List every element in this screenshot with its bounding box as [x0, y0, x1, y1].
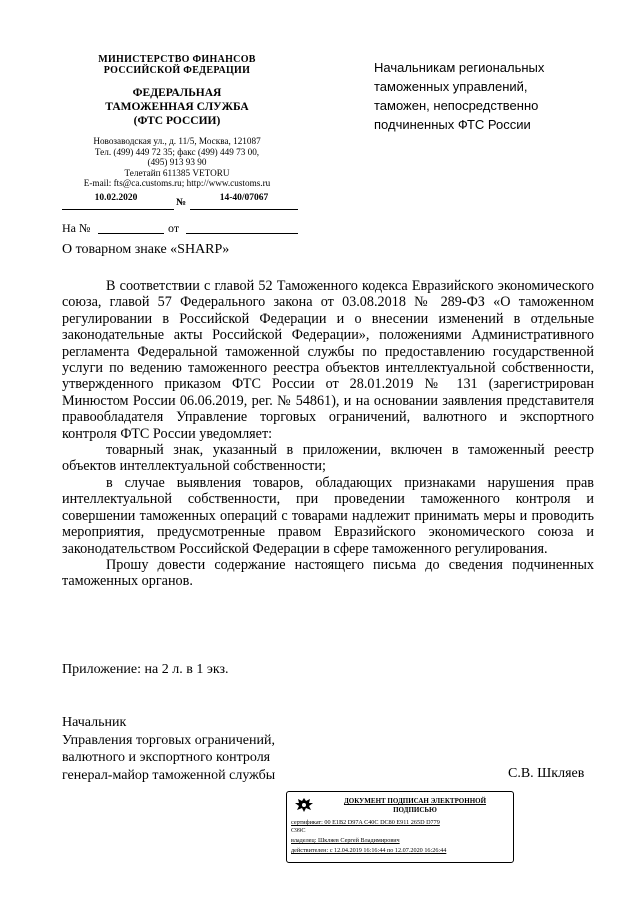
signatory-line: Начальник [62, 715, 127, 730]
e-signature-stamp [286, 791, 514, 863]
addressee-line: таможен, непосредственно [374, 98, 539, 113]
stamp-header [321, 797, 509, 814]
letter-body [62, 278, 594, 590]
signatory-title [62, 714, 275, 784]
letter-subject: О товарном знаке «SHARP» [62, 242, 230, 257]
body-paragraph: В соответствии с главой 52 Таможенного кодекса Евразийского экономического союза, главой 57 Федерального закона от 03.08.2018 № 289-ФЗ «О таможенном регулировании в Российской Федерации и о внесении изменений в отдельные законодательные акты Российской Федерации», положениями Административного регламента Федеральной таможенной службы по предоставлению государственной услуги по ведению таможенного реестра объектов интеллектуальной собственности, утвержденного приказом ФТС России от 28.01.2019 № 131 (зарегистрирован Минюстом России 06.06.2019, рег. № 54861), и на основании заявления представителя правообладателя Управление торговых ограничений, валютного и экспортного контроля ФТС России уведомляет: [62, 278, 594, 442]
stamp-certificate: сертификат: 00 E1B2 D97A C40C DC80 E911 265D D779 [291, 819, 440, 826]
agency-name-line1: ФЕДЕРАЛЬНАЯ [132, 87, 222, 99]
stamp-header-line: ДОКУМЕНТ ПОДПИСАН ЭЛЕКТРОННОЙ [343, 797, 487, 805]
registration-date: 10.02.2020 [94, 193, 138, 203]
stamp-validity: действителен: с 12.04.2019 16:16:44 по 12.07.2020 16:26:44 [291, 847, 447, 854]
number-underline [190, 209, 298, 210]
stamp-certificate-cont: C99C [291, 827, 306, 834]
reference-from-label: от [168, 221, 180, 235]
agency-phone: Тел. (499) 449 72 35; факс (499) 449 73 00, [94, 146, 260, 157]
reference-row [62, 221, 302, 239]
registration-row [62, 193, 298, 209]
reference-number-blank [98, 233, 164, 234]
attachment-note: Приложение: на 2 л. в 1 экз. [62, 662, 229, 677]
eagle-emblem-icon [293, 796, 315, 814]
reference-date-blank [186, 233, 298, 234]
addressee-line: Начальникам региональных [374, 60, 545, 75]
ministry-name: МИНИСТЕРСТВО ФИНАНСОВ РОССИЙСКОЙ ФЕДЕРАЦИИ [98, 54, 256, 76]
stamp-owner: владелец: Шкляев Сергей Владимирович [291, 837, 400, 844]
body-paragraph: Прошу довести содержание настоящего письма до сведения подчиненных таможенных органов. [62, 556, 594, 590]
signatory-line: генерал-майор таможенной службы [62, 767, 276, 783]
agency-teletype: Телетайп 611385 VETORU [124, 167, 230, 178]
agency-email: E-mail: fts@ca.customs.ru; http://www.customs.ru [83, 178, 271, 188]
addressee-line: подчиненных ФТС России [374, 117, 531, 132]
signatory-name: С.В. Шкляев [508, 766, 585, 781]
registration-number: 14-40/07067 [219, 193, 269, 203]
addressee-block [374, 58, 594, 134]
agency-name-line3: (ФТС РОССИИ) [133, 115, 221, 127]
agency-address: Новозаводская ул., д. 11/5, Москва, 121087 [93, 136, 261, 146]
letterhead [62, 54, 292, 189]
stamp-header-line: ПОДПИСЬЮ [393, 805, 437, 814]
date-underline [62, 209, 174, 210]
reference-label: На № [62, 221, 91, 235]
signatory-line: валютного и экспортного контроля [62, 750, 271, 765]
addressee-line: таможенных управлений, [374, 79, 528, 94]
agency-phone2: (495) 913 93 90 [147, 157, 207, 167]
signatory-line: Управления торговых ограничений, [62, 732, 275, 748]
body-paragraph: в случае выявления товаров, обладающих признаками нарушения прав интеллектуальной собственности, при проведении таможенного контроля и совершении таможенных операций с товарами надлежит принимать меры и проводить мероприятия, предусмотренные правом Евразийского экономического союза и законодательством Российской Федерации в сфере таможенного регулирования. [62, 474, 594, 557]
agency-name-line2: ТАМОЖЕННАЯ СЛУЖБА [105, 101, 249, 113]
body-paragraph: товарный знак, указанный в приложении, включен в таможенный реестр объектов интеллектуальной собственности; [62, 442, 594, 475]
number-sign: № [176, 197, 187, 208]
